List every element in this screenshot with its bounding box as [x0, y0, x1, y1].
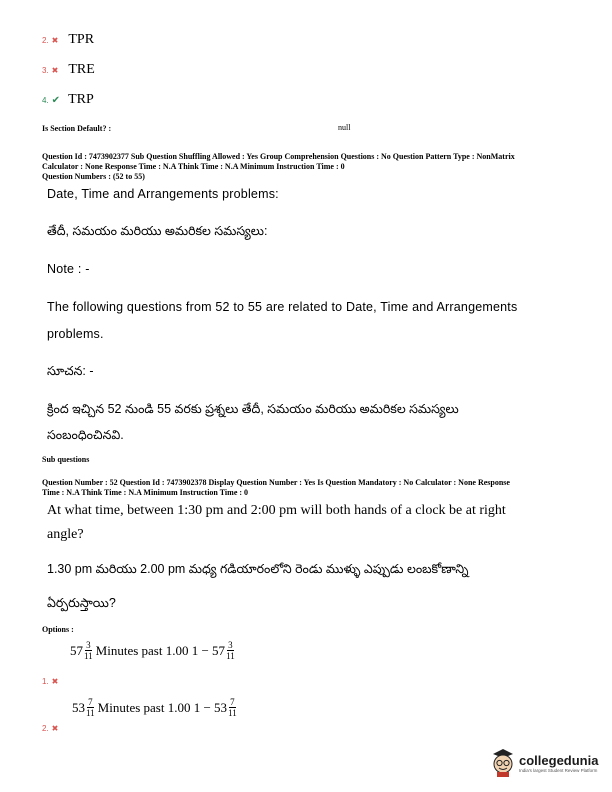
- option-2-text: 53 $\frac{7}{11}$ Minutes past 1.00 1 − 53 $\frac{7}{11}$: [72, 697, 237, 718]
- mascot-icon: [490, 748, 516, 778]
- passage-title-en: Date, Time and Arrangements problems:: [47, 187, 279, 201]
- question-en-line2: angle?: [47, 527, 84, 542]
- instruction-te-line1: క్రింద ఇచ్చిన 52 నుండి 55 వరకు ప్రశ్నలు తేదీ, సమయం మరియు అమరికల సమస్యలు: [47, 402, 459, 416]
- prev-option-4: 4. ✔ TRP: [42, 92, 94, 107]
- cross-icon: ✖: [51, 724, 59, 733]
- check-icon: ✔: [51, 95, 61, 106]
- passage-title-te: తేదీ, సమయం మరియు అమరికల సమస్యలు:: [47, 224, 268, 238]
- instruction-en-line1: The following questions from 52 to 55 are related to Date, Time and Arrangements: [47, 300, 518, 314]
- options-label: Options :: [42, 625, 74, 634]
- cross-icon: ✖: [51, 66, 59, 75]
- section-default-label: Is Section Default? :: [42, 124, 112, 133]
- instruction-te-line2: సంబంధించినవి.: [47, 428, 124, 442]
- cross-icon: ✖: [51, 677, 59, 686]
- question-meta: Question Number : 52 Question Id : 7473902378 Display Question Number : Yes Is Question Mandatory : No Calculator : None Response Time : N.A Think Time : N.A Minimum Instruction Time : 0: [42, 478, 510, 497]
- fraction: $\frac{3}{11}$: [226, 640, 235, 661]
- fraction: $\frac{7}{11}$: [228, 697, 237, 718]
- section-default-value: null: [338, 123, 351, 132]
- instruction-en-line2: problems.: [47, 327, 104, 341]
- question-en-line1: At what time, between 1:30 pm and 2:00 pm will both hands of a clock be at right: [47, 503, 506, 518]
- prev-option-2: 2. ✖ TPR: [42, 32, 95, 47]
- option-2-marker: 2. ✖: [42, 724, 59, 733]
- question-te-line1: 1.30 pm మరియు 2.00 pm మధ్య గడియారంలోని రెండు ముళ్ళు ఎప్పుడు లంబకోణాన్ని: [47, 562, 469, 576]
- collegedunia-logo: collegedunia India's largest Student Review Platform: [490, 748, 598, 778]
- fraction: $\frac{7}{11}$: [86, 697, 95, 718]
- note-te: సూచన: -: [47, 364, 94, 378]
- question-te-line2: ఏర్పరుస్తాయి?: [47, 596, 116, 610]
- cross-icon: ✖: [51, 36, 59, 45]
- option-1-marker: 1. ✖: [42, 677, 59, 686]
- fraction: $\frac{3}{11}$: [84, 640, 93, 661]
- prev-option-3: 3. ✖ TRE: [42, 62, 95, 77]
- group-meta: Question Id : 7473902377 Sub Question Shuffling Allowed : Yes Group Comprehension Questions : No Question Pattern Type : NonMatrix Calculator : None Response Time : N.A Think Time : N.A Minimum Instruction Time : 0 Question Numbers : (52 to 55): [42, 152, 515, 181]
- sub-questions-label: Sub questions: [42, 455, 90, 464]
- note-en: Note : -: [47, 262, 90, 276]
- option-1-text: 57 $\frac{3}{11}$ Minutes past 1.00 1 − 57 $\frac{3}{11}$: [70, 640, 235, 661]
